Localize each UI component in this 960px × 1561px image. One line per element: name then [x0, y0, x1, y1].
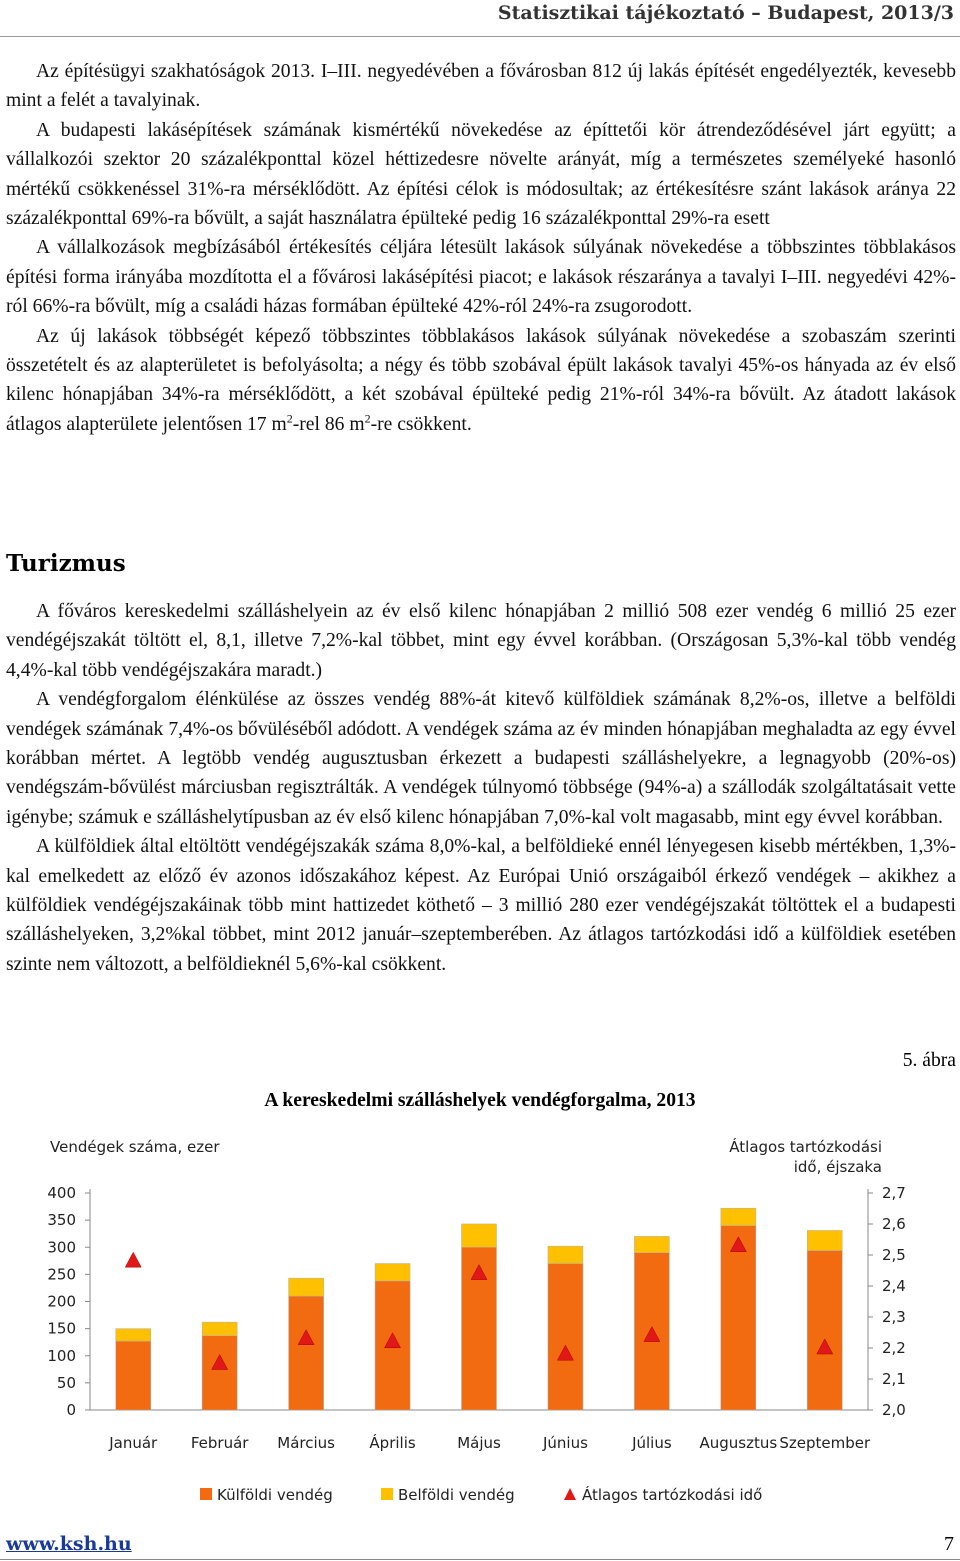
bar-foreign-guests [202, 1336, 237, 1410]
x-tick-label: Július [632, 1434, 672, 1452]
superscript: 2 [286, 411, 293, 426]
page-header-title: Statisztikai tájékoztató – Budapest, 2013/3 [497, 2, 954, 24]
x-tick-label: Május [457, 1434, 501, 1452]
guest-traffic-chart [0, 1120, 960, 1530]
tourism-section-text [6, 597, 956, 979]
bar-foreign-guests [807, 1251, 842, 1410]
right-tick-label: 2,0 [882, 1401, 906, 1419]
legend-swatch-avg-stay [564, 1488, 576, 1500]
bar-domestic-guests [202, 1322, 237, 1336]
left-tick-label: 200 [47, 1292, 76, 1311]
bar-foreign-guests [721, 1226, 756, 1410]
paragraph-text: -rel 86 m [292, 413, 365, 435]
housing-section-text [6, 57, 956, 439]
bar-domestic-guests [116, 1329, 151, 1341]
paragraph-text: Az új lakások többségét képező többszintes többlakásos lakások súlyának növekedése a szobaszám szerinti összetételt és az alapterületet is befolyásolta; a négy és több szobával épült lakások tavalyi 45%-os hányada az év első kilenc hónapjában 34%-ra mérséklődött, a két szobával épülteké pedig 21%-ról 34%-ra bővült. Az átadott lakások átlagos alapterülete jelentősen 17 m [6, 325, 956, 435]
bar-domestic-guests [807, 1230, 842, 1250]
right-tick-label: 2,1 [882, 1370, 906, 1388]
paragraph: Az építésügyi szakhatóságok 2013. I–III. negyedévében a fővárosban 812 új lakás építését engedélyezték, kevesebb mint a felét a tavalyinak. [6, 61, 956, 112]
x-tick-label: Augusztus [699, 1434, 778, 1452]
section-heading: Turizmus [6, 550, 126, 577]
chart-title: A kereskedelmi szálláshelyek vendégforgalma, 2013 [264, 1090, 696, 1111]
right-axis-title: Átlagos tartózkodási [729, 1138, 882, 1156]
bar-foreign-guests [548, 1264, 583, 1410]
left-axis-title: Vendégek száma, ezer [50, 1138, 220, 1156]
legend-label: Belföldi vendég [398, 1486, 515, 1504]
bar-domestic-guests [721, 1208, 756, 1225]
right-tick-label: 2,6 [882, 1215, 906, 1233]
legend-label: Külföldi vendég [217, 1486, 333, 1504]
x-tick-label: Június [542, 1434, 588, 1452]
bar-domestic-guests [462, 1224, 497, 1247]
left-tick-label: 100 [47, 1346, 76, 1365]
paragraph: A külföldiek által eltöltött vendégéjszakák száma 8,0%-kal, a belföldieké ennél lényegesen kisebb mértékben, 1,3%-kal emelkedett az előző év azonos időszakához képest. Az Európai Unió országaiból érkező vendégek – akikhez a külföldiek vendégéjszakáinak több mint hattizedet köthető – 3 millió 280 ezer vendégéjszakát töltöttek el a budapesti szálláshelyeken, 3,2%kal többet, mint 2012 január–szeptemberében. Az átlagos tartózkodási idő a külföldiek esetében szinte nem változott, a belföldieknél 5,6%-kal csökkent. [6, 836, 956, 975]
paragraph-text: -re csökkent. [370, 413, 472, 435]
bar-foreign-guests [289, 1296, 324, 1410]
right-tick-label: 2,7 [882, 1184, 906, 1202]
paragraph [6, 322, 956, 440]
x-tick-label: Szeptember [779, 1434, 871, 1452]
paragraph: A vállalkozások megbízásából értékesítés céljára létesült lakások súlyának növekedése a többszintes többlakásos építési forma irányába mozdította el a fővárosi lakásépítési piacot; e lakások részaránya a tavalyi I–III. negyedévi 42%-ról 66%-ra bővült, míg a családi házas formában épülteké 42%-ról 24%-ra zsugorodott. [6, 237, 956, 318]
left-tick-label: 300 [47, 1238, 76, 1257]
x-tick-label: Március [277, 1434, 335, 1452]
left-tick-label: 400 [47, 1184, 76, 1202]
left-tick-label: 50 [56, 1373, 76, 1392]
paragraph: A budapesti lakásépítések számának kismértékű növekedése az építtetői kör átrendeződésével járt együtt; a vállalkozói szektor 20 százalékponttal közel héttizedesre növelte arányát, míg a természetes személyeké hasonló mértékű csökkenéssel 31%-ra mérséklődött. Az építési célok is módosultak; az értékesítésre szánt lakások aránya 22 százalékponttal 69%-ra bővült, a saját használatra épülteké pedig 16 százalékponttal 29%-ra esett [6, 119, 956, 230]
header-divider [0, 36, 960, 37]
bar-domestic-guests [375, 1264, 410, 1281]
bar-domestic-guests [634, 1236, 669, 1252]
left-tick-label: 250 [47, 1265, 76, 1284]
legend-swatch-foreign [200, 1488, 212, 1500]
right-axis-title: idő, éjszaka [793, 1158, 882, 1176]
avg-stay-marker [125, 1252, 141, 1267]
bar-domestic-guests [289, 1278, 324, 1296]
legend-swatch-domestic [381, 1488, 393, 1500]
right-tick-label: 2,4 [882, 1277, 906, 1295]
figure-number: 5. ábra [902, 1050, 956, 1071]
superscript: 2 [364, 411, 371, 426]
ksh-website-link[interactable]: www.ksh.hu [6, 1533, 132, 1555]
left-tick-label: 0 [66, 1401, 76, 1419]
left-tick-label: 350 [47, 1211, 76, 1230]
right-tick-label: 2,5 [882, 1246, 906, 1264]
right-tick-label: 2,2 [882, 1339, 906, 1357]
paragraph: A vendégforgalom élénkülése az összes vendég 88%-át kitevő külföldiek számának 8,2%-os, illetve a belföldi vendégek számának 7,4%-os bővüléséből adódott. A vendégek száma az év minden hónapjában meghaladta az egy évvel korábban mértet. A legtöbb vendég augusztusban érkezett a budapesti szálláshelyekre, a legnagyobb (20%-os) vendégszám-bővülést márciusban regisztrálták. A vendégek túlnyomó többsége (94%-a) a szállodák szolgáltatásait vette igénybe; számuk e szálláshelytípusban az év első kilenc hónapjában 7,0%-kal volt magasabb, mint egy évvel korábban. [6, 689, 956, 828]
legend-label: Átlagos tartózkodási idő [582, 1486, 763, 1504]
bar-foreign-guests [116, 1341, 151, 1410]
left-tick-label: 150 [47, 1319, 76, 1338]
right-tick-label: 2,3 [882, 1308, 906, 1326]
footer-divider [0, 1559, 960, 1560]
paragraph: A főváros kereskedelmi szálláshelyein az év első kilenc hónapjában 2 millió 508 ezer vendég 6 millió 25 ezer vendégéjszakát töltött el, 8,1, illetve 7,2%-kal többet, mint egy évvel korábban. (Országosan 5,3%-kal több vendég 4,4%-kal több vendégéjszakára maradt.) [6, 601, 956, 681]
x-tick-label: Január [109, 1434, 158, 1452]
page-number: 7 [944, 1533, 954, 1555]
x-tick-label: Február [190, 1434, 249, 1452]
x-tick-label: Április [369, 1434, 416, 1452]
bar-domestic-guests [548, 1246, 583, 1263]
